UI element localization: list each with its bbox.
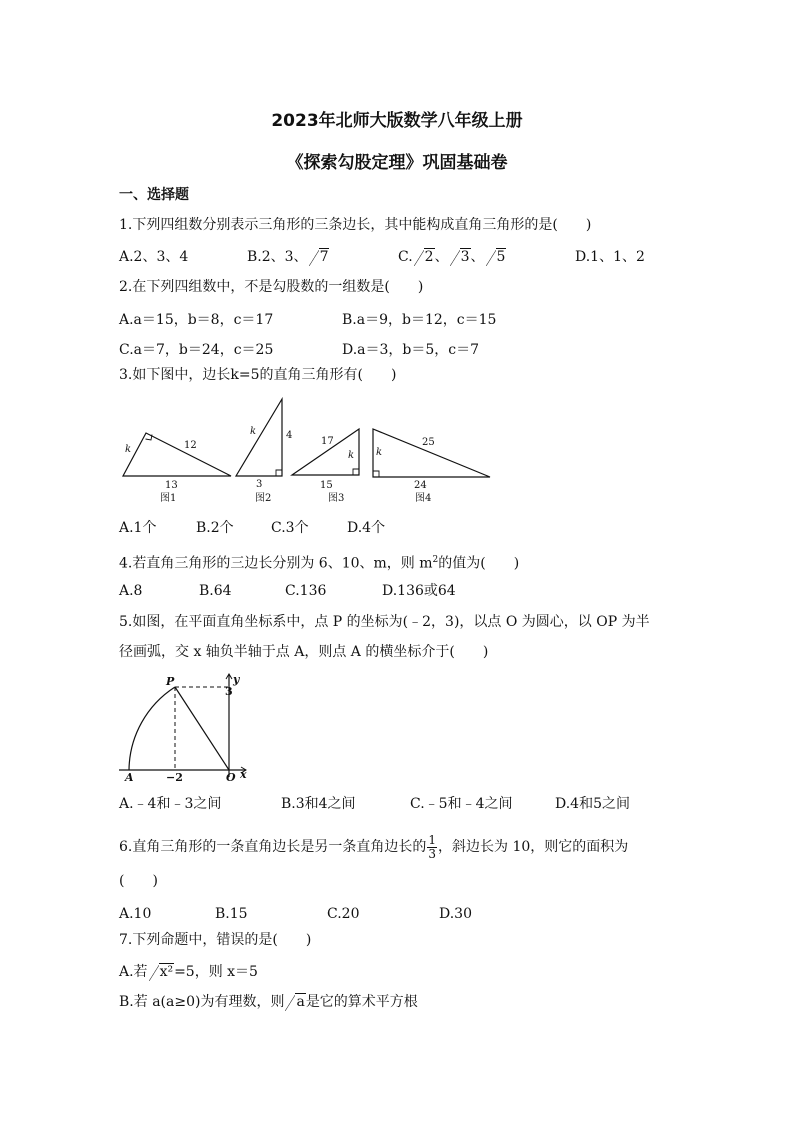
q5-option-a: A.﹣4和﹣3之间	[119, 796, 222, 812]
fig3-k-label: k	[348, 450, 355, 461]
q1-option-b: B.2、3、 7	[247, 249, 329, 265]
q6-option-d: D.30	[439, 906, 472, 922]
fig4-caption: 图4	[415, 493, 432, 504]
q7-option-a: A.若 x²=5，则 x＝5	[119, 964, 258, 980]
question-2-stem: 2.在下列四组数中，不是勾股数的一组数是( )	[119, 279, 424, 295]
fig2-k-label: k	[250, 426, 257, 437]
one-third-fraction: $\frac{1}{3}$	[428, 832, 436, 861]
fig2-base-label: 3	[256, 479, 263, 490]
fig2-side-label: 4	[286, 430, 293, 441]
q3-option-c: C.3个	[271, 520, 309, 536]
question-5-stem-line1: 5.如图，在平面直角坐标系中，点 P 的坐标为(﹣2，3)，以点 O 为圆心，以 OP 为半	[119, 614, 650, 630]
question-5-stem-line2: 径画弧，交 x 轴负半轴于点 A，则点 A 的横坐标介于( )	[119, 644, 489, 660]
q6-option-c: C.20	[327, 906, 360, 922]
fig3-caption: 图3	[328, 493, 345, 504]
fig2-caption: 图2	[255, 493, 272, 504]
q6-option-a: A.10	[119, 906, 152, 922]
fig1-k-label: k	[125, 444, 132, 455]
x-axis-label: x	[240, 768, 247, 781]
question-7-stem: 7.下列命题中，错误的是( )	[119, 932, 312, 948]
page-title: 2023年北师大版数学八年级上册	[271, 111, 523, 131]
q4-option-d: D.136或64	[382, 583, 456, 599]
fig4-base-label: 24	[414, 480, 427, 491]
q5-option-d: D.4和5之间	[555, 796, 630, 812]
q2-option-a: A.a＝15，b＝8，c＝17	[119, 312, 274, 328]
q7-option-b: B.若 a(a≥0)为有理数，则 a是它的算术平方根	[119, 994, 418, 1010]
point-p-label: P	[166, 675, 175, 688]
q3-option-a: A.1个	[119, 520, 157, 536]
x-neg2-label: −2	[166, 771, 183, 784]
q4-option-c: C.136	[285, 583, 327, 599]
fig1-base-label: 13	[165, 480, 178, 491]
question-6-stem-line2: ( )	[119, 873, 158, 889]
q1-option-a: A.2、3、4	[119, 249, 189, 265]
question-3-stem: 3.如下图中，边长k=5的直角三角形有( )	[119, 367, 397, 383]
question-4-stem: 4.若直角三角形的三边长分别为 6、10、m，则 $m^2$的值为( )	[119, 555, 520, 572]
q2-option-c: C.a＝7，b＝24，c＝25	[119, 342, 274, 358]
fig3-base-label: 15	[320, 480, 333, 491]
q2-option-d: D.a＝3，b＝5，c＝7	[342, 342, 480, 358]
q2-option-b: B.a＝9，b＝12，c＝15	[342, 312, 497, 328]
origin-o-label: O	[226, 771, 236, 784]
q4-option-b: B.64	[199, 583, 232, 599]
q4-option-a: A.8	[119, 583, 143, 599]
q3-option-b: B.2个	[196, 520, 234, 536]
question-6-stem: 6.直角三角形的一条直角边长是另一条直角边长的 $\frac{1}{3}$ ，斜边长为 10，则它的面积为	[119, 832, 629, 861]
fig4-hyp-label: 25	[422, 437, 435, 448]
y-three-label: 3	[225, 685, 233, 698]
section-heading: 一、选择题	[119, 187, 189, 203]
fig3-top-label: 17	[321, 436, 334, 447]
fig1-side-label: 12	[184, 440, 197, 451]
q6-option-b: B.15	[215, 906, 248, 922]
y-axis-label: y	[233, 673, 240, 686]
q3-option-d: D.4个	[347, 520, 386, 536]
fig4-k-label: k	[376, 447, 383, 458]
q1-option-c: C. 2、 3、 5	[398, 249, 506, 265]
fig1-caption: 图1	[160, 493, 177, 504]
question-1-stem: 1.下列四组数分别表示三角形的三条边长，其中能构成直角三角形的是( )	[119, 217, 592, 233]
point-a-label: A	[125, 771, 134, 784]
q1-option-d: D.1、1、2	[575, 249, 645, 265]
q5-option-b: B.3和4之间	[281, 796, 356, 812]
q5-option-c: C.﹣5和﹣4之间	[410, 796, 513, 812]
page-subtitle: 《探索勾股定理》巩固基础卷	[286, 153, 508, 173]
